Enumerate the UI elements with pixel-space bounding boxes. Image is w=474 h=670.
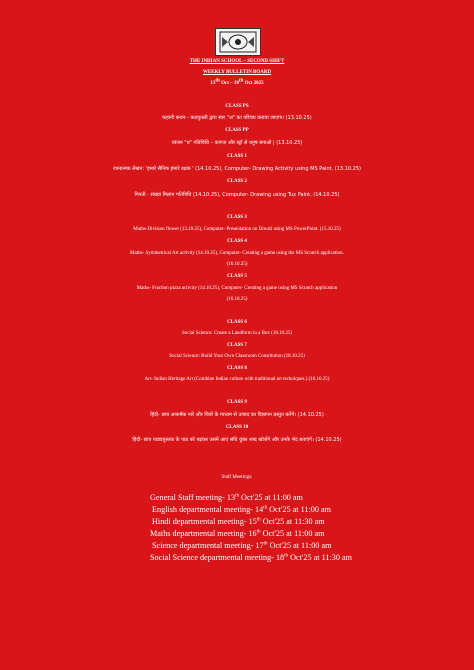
class-activity: कहानी कथन - कठपुतली द्वारा स्वर "अ" का परिचय कराया जाएगा। (13.10.25) — [162, 115, 312, 121]
class-heading: CLASS 8 — [227, 366, 247, 371]
class-activity: (16.10.25) — [226, 297, 248, 302]
school-logo-icon — [215, 28, 261, 56]
bulletin-title: WEEKLY BULLETIN BOARD — [202, 70, 272, 75]
staff-meeting-item: Science departmental meeting- 17th Oct'25 at 11:00 am — [152, 541, 332, 550]
bulletin-date-range: 13th Oct – 18th Oct 2025 — [210, 78, 264, 86]
class-heading: CLASS 2 — [227, 179, 247, 184]
class-heading: CLASS 4 — [227, 239, 247, 244]
class-heading: CLASS 5 — [227, 274, 247, 279]
staff-meeting-item: Maths departmental meeting- 16th Oct'25 at 11:00 am — [150, 529, 325, 538]
class-activity: गिनती - संख्या मिलान गतिविधि (14.10.25), Computer- Drawing using Tux Paint. (14.10.25) — [134, 192, 340, 198]
class-activity: Social Science: Create a Landform in a Box (18.10.25) — [182, 331, 292, 336]
staff-meeting-item: General Staff meeting- 13th Oct'25 at 11:00 am — [150, 493, 303, 502]
staff-meetings-title: Staff Meetings: — [221, 475, 253, 480]
class-heading: CLASS 7 — [227, 343, 247, 348]
class-activity: Art- Indian Heritage Art (Combine Indian culture with traditional art techniques.) (16.10.25) — [144, 377, 330, 382]
class-heading: CLASS 1 — [227, 154, 247, 159]
class-activity: हिंदी- छात्र पाठ्यपुस्तक के पाठ को पढ़कर उसमें आए संधि युक्त शब्द खोजेंगे और उनके भेद बताएंगे। (14.10.25) — [132, 437, 342, 443]
class-activity: रचनात्मक लेखन: 'हमारे सैनिक हमारे रक्षक ' (14.10.25), Computer- Drawing Activity using MS Paint. (13.10.25) — [113, 166, 361, 172]
staff-meeting-item: English departmental meeting- 14th Oct'25 at 11:00 am — [152, 505, 332, 514]
class-heading: CLASS PP — [225, 128, 249, 133]
staff-meeting-item: Social Science departmental meeting- 18th Oct'25 at 11:30 am — [150, 553, 352, 562]
class-heading: CLASS 6 — [227, 320, 247, 325]
class-activity: व्यंजन "ध" गतिविधि – कागज़ और स्ट्रॉ से धनुष बनाओ | (13.10.25) — [171, 140, 303, 146]
class-activity: Social Science: Build Your Own Classroom Constitution (18.10.25) — [169, 354, 305, 359]
school-name: THE INDIAN SCHOOL – SECOND SHIFT — [189, 59, 285, 64]
class-heading: CLASS 10 — [225, 425, 249, 430]
class-activity: Maths- Fraction pizza activity (14.10.25), Computer- Creating a game using MS Scratch application — [136, 286, 338, 291]
class-activity: (16.10.25) — [226, 262, 248, 267]
class-heading: CLASS 9 — [227, 400, 247, 405]
class-activity: हिंदी- छात्र आकर्षक नारे और चित्रों के माध्यम से उत्पाद का विज्ञापन प्रस्तुत करेंगे। (14.10.25) — [150, 412, 324, 418]
class-heading: CLASS PS — [225, 104, 249, 109]
class-activity: Maths-Division flower (13.10.25), Computer- Presentation on Diwali using MS PowerPoint. (15.10.25) — [133, 227, 341, 232]
staff-meeting-item: Hindi departmental meeting- 15th Oct'25 at 11:30 am — [152, 517, 325, 526]
class-activity: Maths- Symmetrical Art activity (14.10.25), Computer- Creating a game using the MS Scratch application. — [130, 251, 344, 256]
class-heading: CLASS 3 — [227, 215, 247, 220]
